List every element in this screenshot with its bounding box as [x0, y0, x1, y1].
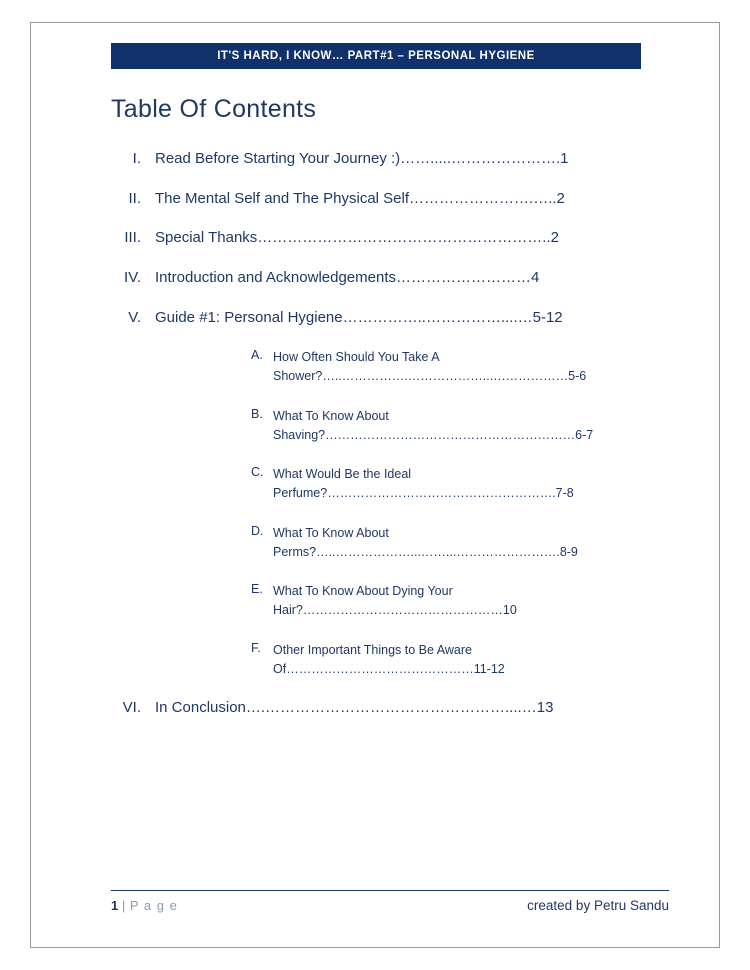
- toc-subentry-text: What To Know About Perms?…..………………...……...…………………….8-9: [273, 525, 578, 559]
- page-title: Table Of Contents: [111, 95, 317, 123]
- footer-credit: created by Petru Sandu: [527, 898, 669, 913]
- toc-subentry[interactable]: [111, 407, 641, 445]
- toc-list: [111, 150, 641, 717]
- toc-subentry-number: E.: [251, 582, 263, 597]
- toc-entry-number: IV.: [124, 269, 141, 287]
- footer-page-number-value: 1: [111, 898, 119, 913]
- toc-entry-text: Introduction and Acknowledgements………………………4: [155, 269, 540, 287]
- toc-entry[interactable]: [111, 309, 641, 327]
- document-header-banner: IT'S HARD, I KNOW… PART#1 – PERSONAL HYGIENE: [111, 43, 641, 69]
- toc-entry[interactable]: [111, 699, 641, 717]
- toc-entry-text: Special Thanks…………………………………………………..2: [155, 229, 559, 247]
- toc-subentry-text: How Often Should You Take A Shower?…..…………….………………...………………5-6: [273, 350, 587, 384]
- toc-entry-text: The Mental Self and The Physical Self…………………….…..2: [155, 189, 565, 207]
- toc-entry-number: III.: [124, 229, 141, 247]
- toc-subentry-text: What Would Be the Ideal Perfume?……………………………………………….7-8: [273, 467, 574, 501]
- toc-subentry[interactable]: [111, 524, 641, 562]
- page-content: [111, 43, 641, 739]
- toc-entry-text: In Conclusion….…………………………………………....…13: [155, 699, 554, 717]
- toc-entry[interactable]: [111, 190, 641, 208]
- toc-subentry-number: D.: [251, 523, 264, 538]
- page-footer: [111, 890, 669, 913]
- toc-subentry-text: Other Important Things to Be Aware Of………………………………………11-12: [273, 642, 505, 676]
- toc-entry[interactable]: [111, 150, 641, 168]
- toc-subentry[interactable]: [111, 348, 641, 386]
- toc-entry-number: VI.: [122, 699, 141, 717]
- toc-subentry-number: B.: [251, 406, 263, 421]
- toc-entry-number: II.: [128, 189, 141, 207]
- toc-subentry-number: A.: [251, 348, 263, 363]
- toc-entry-number: V.: [128, 308, 141, 326]
- toc-subentry[interactable]: [111, 641, 641, 679]
- toc-subentry[interactable]: [111, 582, 641, 620]
- toc-entry[interactable]: [111, 269, 641, 287]
- toc-subentry-number: C.: [251, 465, 264, 480]
- toc-entry-text: Guide #1: Personal Hygiene……………..……………....…5-12: [155, 308, 563, 326]
- toc-entry-text: Read Before Starting Your Journey :)…….....………………….1: [155, 150, 569, 167]
- footer-page-number: [111, 898, 178, 913]
- footer-page-separator: |: [121, 898, 127, 913]
- toc-subentry-text: What To Know About Shaving?……………………………………………………6-7: [273, 408, 594, 442]
- toc-subentry[interactable]: [111, 465, 641, 503]
- toc-entry-number: I.: [132, 150, 141, 167]
- toc-subentry-number: F.: [251, 640, 261, 655]
- toc-subentry-text: What To Know About Dying Your Hair?…………………………………………10: [273, 584, 517, 618]
- toc-entry[interactable]: [111, 229, 641, 247]
- footer-page-word: P a g e: [129, 898, 178, 913]
- document-page: [30, 22, 720, 948]
